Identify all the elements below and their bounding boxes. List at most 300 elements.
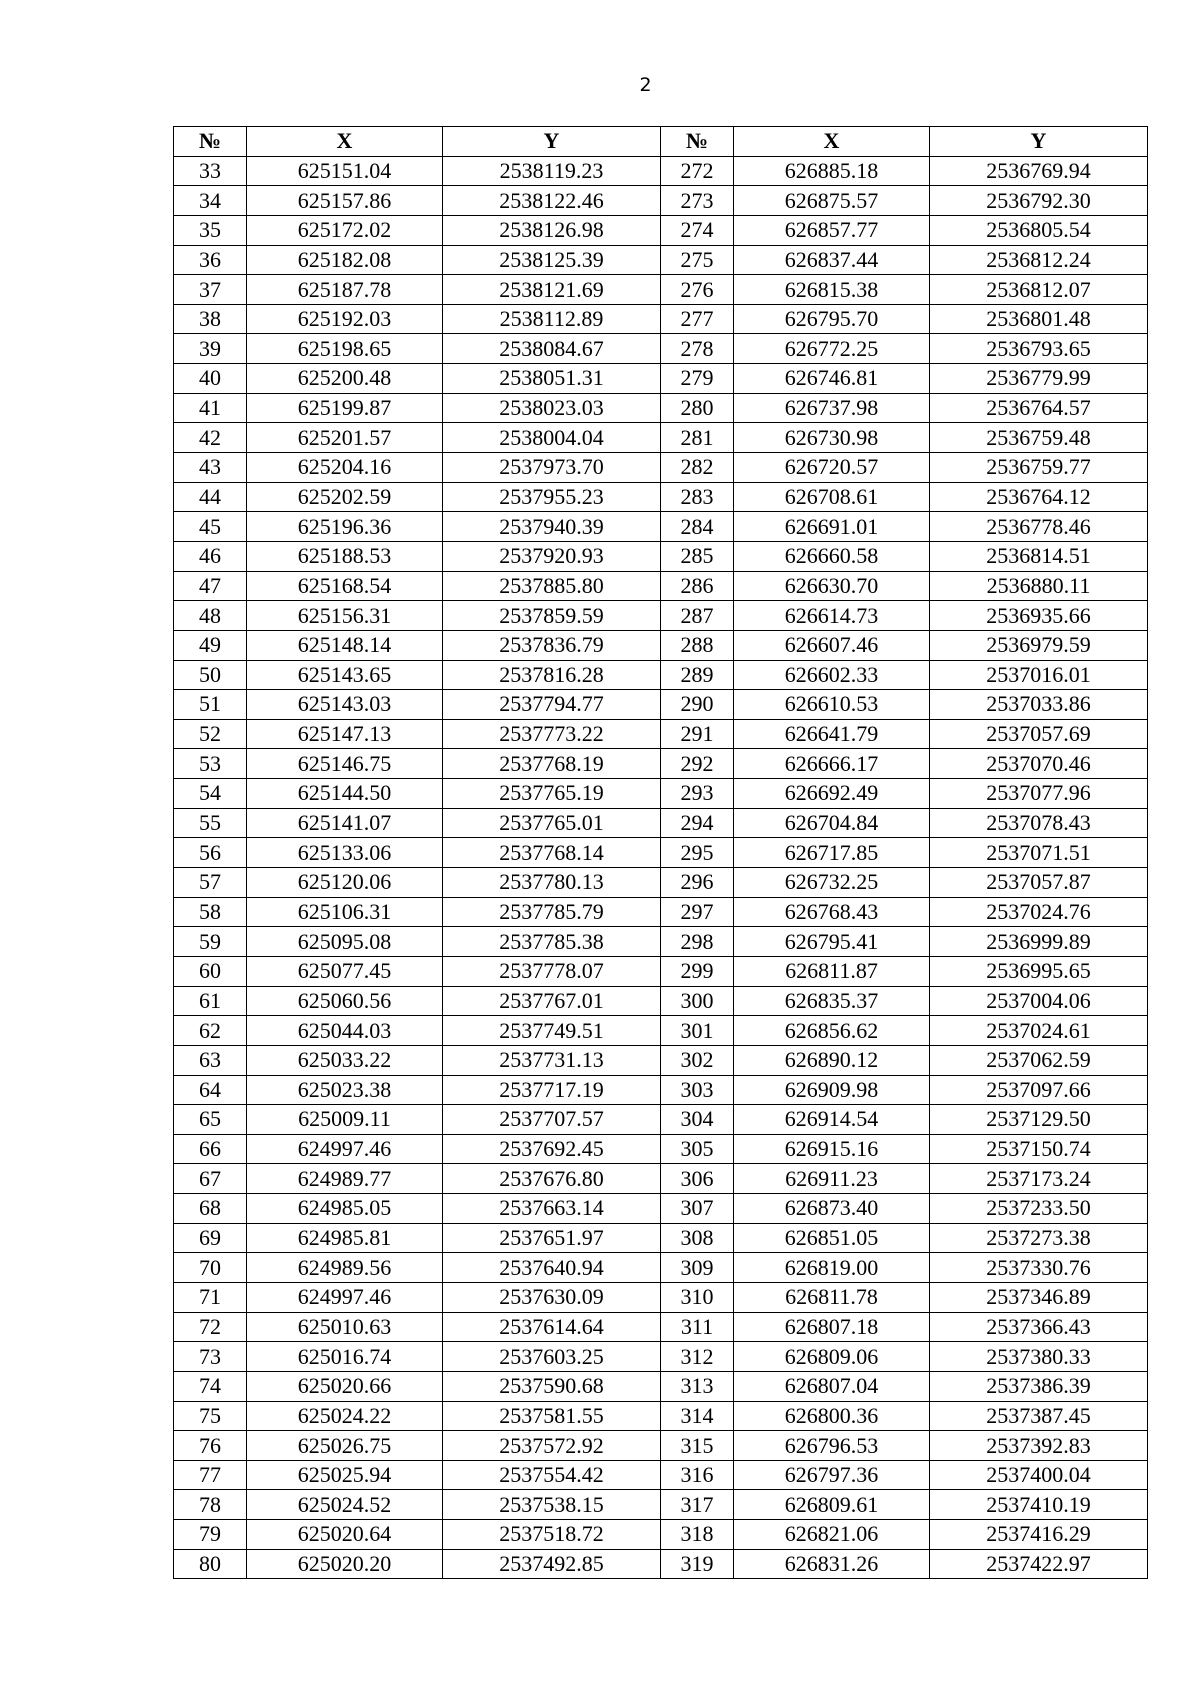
table-row xyxy=(174,808,1148,838)
y-left-cell: 2537554.42 xyxy=(443,1460,661,1490)
y-left-cell: 2538125.39 xyxy=(443,245,661,275)
y-left-cell: 2537785.38 xyxy=(443,927,661,957)
point-number-right-cell: 293 xyxy=(661,779,734,809)
y-left-cell: 2537707.57 xyxy=(443,1105,661,1135)
point-number-right-cell: 294 xyxy=(661,808,734,838)
table-row xyxy=(174,660,1148,690)
y-left-cell: 2537651.97 xyxy=(443,1223,661,1253)
table-row xyxy=(174,838,1148,868)
x-left-cell: 625143.65 xyxy=(247,660,443,690)
x-left-cell: 625200.48 xyxy=(247,364,443,394)
y-right-cell: 2537400.04 xyxy=(930,1460,1148,1490)
x-left-cell: 625020.20 xyxy=(247,1549,443,1579)
x-left-cell: 625151.04 xyxy=(247,156,443,186)
x-left-cell: 625010.63 xyxy=(247,1312,443,1342)
coordinates-table xyxy=(173,126,1148,1579)
point-number-left-cell: 62 xyxy=(174,1016,247,1046)
table-row xyxy=(174,1253,1148,1283)
point-number-left-cell: 34 xyxy=(174,186,247,216)
x-right-cell: 626857.77 xyxy=(734,215,930,245)
point-number-right-cell: 311 xyxy=(661,1312,734,1342)
y-left-cell: 2537794.77 xyxy=(443,690,661,720)
point-number-left-cell: 56 xyxy=(174,838,247,868)
table-row xyxy=(174,897,1148,927)
table-row xyxy=(174,275,1148,305)
point-number-left-cell: 39 xyxy=(174,334,247,364)
x-left-cell: 625182.08 xyxy=(247,245,443,275)
x-left-cell: 625192.03 xyxy=(247,304,443,334)
x-left-cell: 625196.36 xyxy=(247,512,443,542)
point-number-right-cell: 307 xyxy=(661,1194,734,1224)
point-number-right-cell: 292 xyxy=(661,749,734,779)
x-right-cell: 626851.05 xyxy=(734,1223,930,1253)
x-left-cell: 625024.52 xyxy=(247,1490,443,1520)
x-right-cell: 626809.61 xyxy=(734,1490,930,1520)
x-left-cell: 625187.78 xyxy=(247,275,443,305)
point-number-right-cell: 308 xyxy=(661,1223,734,1253)
table-row xyxy=(174,956,1148,986)
point-number-left-cell: 69 xyxy=(174,1223,247,1253)
point-number-right-cell: 309 xyxy=(661,1253,734,1283)
x-right-cell: 626641.79 xyxy=(734,719,930,749)
point-number-left-cell: 72 xyxy=(174,1312,247,1342)
x-left-cell: 625077.45 xyxy=(247,956,443,986)
point-number-left-cell: 33 xyxy=(174,156,247,186)
point-number-right-cell: 313 xyxy=(661,1371,734,1401)
table-row xyxy=(174,1520,1148,1550)
point-number-left-cell: 55 xyxy=(174,808,247,838)
y-right-cell: 2537150.74 xyxy=(930,1134,1148,1164)
point-number-left-cell: 40 xyxy=(174,364,247,394)
x-right-cell: 626772.25 xyxy=(734,334,930,364)
x-right-cell: 626704.84 xyxy=(734,808,930,838)
x-right-cell: 626708.61 xyxy=(734,482,930,512)
point-number-left-cell: 37 xyxy=(174,275,247,305)
point-number-left-cell: 41 xyxy=(174,393,247,423)
y-right-cell: 2537416.29 xyxy=(930,1520,1148,1550)
x-left-cell: 624985.05 xyxy=(247,1194,443,1224)
x-right-cell: 626819.00 xyxy=(734,1253,930,1283)
x-left-cell: 625024.22 xyxy=(247,1401,443,1431)
y-right-cell: 2536814.51 xyxy=(930,541,1148,571)
x-left-cell: 625202.59 xyxy=(247,482,443,512)
table-row xyxy=(174,423,1148,453)
point-number-right-cell: 301 xyxy=(661,1016,734,1046)
point-number-left-cell: 65 xyxy=(174,1105,247,1135)
x-right-cell: 626885.18 xyxy=(734,156,930,186)
x-left-cell: 625204.16 xyxy=(247,453,443,483)
column-header-x-right: X xyxy=(734,127,930,157)
point-number-right-cell: 302 xyxy=(661,1045,734,1075)
y-left-cell: 2537816.28 xyxy=(443,660,661,690)
y-left-cell: 2537859.59 xyxy=(443,601,661,631)
point-number-right-cell: 310 xyxy=(661,1282,734,1312)
table-row xyxy=(174,245,1148,275)
point-number-right-cell: 291 xyxy=(661,719,734,749)
x-right-cell: 626831.26 xyxy=(734,1549,930,1579)
y-left-cell: 2538126.98 xyxy=(443,215,661,245)
y-right-cell: 2537346.89 xyxy=(930,1282,1148,1312)
y-left-cell: 2537603.25 xyxy=(443,1342,661,1372)
y-left-cell: 2537572.92 xyxy=(443,1431,661,1461)
table-row xyxy=(174,1312,1148,1342)
x-right-cell: 626800.36 xyxy=(734,1401,930,1431)
x-left-cell: 625016.74 xyxy=(247,1342,443,1372)
point-number-right-cell: 276 xyxy=(661,275,734,305)
y-left-cell: 2537920.93 xyxy=(443,541,661,571)
x-right-cell: 626811.87 xyxy=(734,956,930,986)
x-right-cell: 626914.54 xyxy=(734,1105,930,1135)
point-number-left-cell: 59 xyxy=(174,927,247,957)
point-number-right-cell: 283 xyxy=(661,482,734,512)
point-number-left-cell: 43 xyxy=(174,453,247,483)
point-number-right-cell: 315 xyxy=(661,1431,734,1461)
point-number-left-cell: 51 xyxy=(174,690,247,720)
y-right-cell: 2537077.96 xyxy=(930,779,1148,809)
point-number-right-cell: 273 xyxy=(661,186,734,216)
point-number-left-cell: 52 xyxy=(174,719,247,749)
y-left-cell: 2537731.13 xyxy=(443,1045,661,1075)
point-number-right-cell: 303 xyxy=(661,1075,734,1105)
table-row xyxy=(174,1194,1148,1224)
point-number-right-cell: 317 xyxy=(661,1490,734,1520)
table-row xyxy=(174,868,1148,898)
table-header-row xyxy=(174,127,1148,157)
table-row xyxy=(174,1016,1148,1046)
point-number-left-cell: 70 xyxy=(174,1253,247,1283)
point-number-left-cell: 49 xyxy=(174,630,247,660)
x-left-cell: 625026.75 xyxy=(247,1431,443,1461)
table-row xyxy=(174,571,1148,601)
y-right-cell: 2536801.48 xyxy=(930,304,1148,334)
x-right-cell: 626797.36 xyxy=(734,1460,930,1490)
x-left-cell: 625095.08 xyxy=(247,927,443,957)
x-left-cell: 625044.03 xyxy=(247,1016,443,1046)
table-row xyxy=(174,334,1148,364)
y-right-cell: 2536764.12 xyxy=(930,482,1148,512)
point-number-left-cell: 71 xyxy=(174,1282,247,1312)
point-number-right-cell: 289 xyxy=(661,660,734,690)
y-right-cell: 2537057.87 xyxy=(930,868,1148,898)
table-row xyxy=(174,927,1148,957)
point-number-right-cell: 275 xyxy=(661,245,734,275)
point-number-left-cell: 66 xyxy=(174,1134,247,1164)
x-right-cell: 626909.98 xyxy=(734,1075,930,1105)
x-left-cell: 625148.14 xyxy=(247,630,443,660)
y-right-cell: 2537071.51 xyxy=(930,838,1148,868)
x-right-cell: 626768.43 xyxy=(734,897,930,927)
y-left-cell: 2537676.80 xyxy=(443,1164,661,1194)
point-number-right-cell: 277 xyxy=(661,304,734,334)
table-row xyxy=(174,453,1148,483)
y-right-cell: 2537129.50 xyxy=(930,1105,1148,1135)
y-left-cell: 2537955.23 xyxy=(443,482,661,512)
x-left-cell: 625106.31 xyxy=(247,897,443,927)
x-right-cell: 626737.98 xyxy=(734,393,930,423)
point-number-left-cell: 77 xyxy=(174,1460,247,1490)
x-left-cell: 625133.06 xyxy=(247,838,443,868)
y-left-cell: 2537773.22 xyxy=(443,719,661,749)
y-right-cell: 2537386.39 xyxy=(930,1371,1148,1401)
column-header-y-right: Y xyxy=(930,127,1148,157)
point-number-right-cell: 286 xyxy=(661,571,734,601)
y-left-cell: 2537768.19 xyxy=(443,749,661,779)
point-number-right-cell: 290 xyxy=(661,690,734,720)
table-row xyxy=(174,156,1148,186)
y-right-cell: 2537366.43 xyxy=(930,1312,1148,1342)
y-left-cell: 2538122.46 xyxy=(443,186,661,216)
x-right-cell: 626795.70 xyxy=(734,304,930,334)
point-number-right-cell: 295 xyxy=(661,838,734,868)
y-right-cell: 2537062.59 xyxy=(930,1045,1148,1075)
y-right-cell: 2536805.54 xyxy=(930,215,1148,245)
x-left-cell: 624997.46 xyxy=(247,1282,443,1312)
table-row xyxy=(174,1105,1148,1135)
x-right-cell: 626610.53 xyxy=(734,690,930,720)
x-left-cell: 625199.87 xyxy=(247,393,443,423)
y-left-cell: 2537663.14 xyxy=(443,1194,661,1224)
point-number-right-cell: 306 xyxy=(661,1164,734,1194)
x-right-cell: 626691.01 xyxy=(734,512,930,542)
y-left-cell: 2537518.72 xyxy=(443,1520,661,1550)
y-left-cell: 2537717.19 xyxy=(443,1075,661,1105)
y-left-cell: 2537973.70 xyxy=(443,453,661,483)
point-number-left-cell: 42 xyxy=(174,423,247,453)
table-row xyxy=(174,364,1148,394)
y-left-cell: 2537940.39 xyxy=(443,512,661,542)
y-left-cell: 2537785.79 xyxy=(443,897,661,927)
point-number-right-cell: 287 xyxy=(661,601,734,631)
x-left-cell: 625141.07 xyxy=(247,808,443,838)
table-row xyxy=(174,749,1148,779)
x-left-cell: 624989.77 xyxy=(247,1164,443,1194)
x-left-cell: 625143.03 xyxy=(247,690,443,720)
point-number-left-cell: 44 xyxy=(174,482,247,512)
y-right-cell: 2537033.86 xyxy=(930,690,1148,720)
x-right-cell: 626835.37 xyxy=(734,986,930,1016)
y-left-cell: 2537692.45 xyxy=(443,1134,661,1164)
y-right-cell: 2536759.48 xyxy=(930,423,1148,453)
x-right-cell: 626607.46 xyxy=(734,630,930,660)
x-right-cell: 626660.58 xyxy=(734,541,930,571)
table-row xyxy=(174,1134,1148,1164)
table-body xyxy=(174,156,1148,1579)
y-right-cell: 2536759.77 xyxy=(930,453,1148,483)
point-number-right-cell: 279 xyxy=(661,364,734,394)
y-right-cell: 2537233.50 xyxy=(930,1194,1148,1224)
point-number-right-cell: 274 xyxy=(661,215,734,245)
table-row xyxy=(174,779,1148,809)
x-right-cell: 626807.04 xyxy=(734,1371,930,1401)
y-right-cell: 2537392.83 xyxy=(930,1431,1148,1461)
table-row xyxy=(174,719,1148,749)
y-right-cell: 2536792.30 xyxy=(930,186,1148,216)
y-left-cell: 2537767.01 xyxy=(443,986,661,1016)
point-number-left-cell: 46 xyxy=(174,541,247,571)
table-row xyxy=(174,304,1148,334)
point-number-left-cell: 64 xyxy=(174,1075,247,1105)
point-number-left-cell: 61 xyxy=(174,986,247,1016)
table-row xyxy=(174,1431,1148,1461)
point-number-left-cell: 80 xyxy=(174,1549,247,1579)
x-left-cell: 625023.38 xyxy=(247,1075,443,1105)
point-number-right-cell: 296 xyxy=(661,868,734,898)
y-left-cell: 2537749.51 xyxy=(443,1016,661,1046)
x-left-cell: 625168.54 xyxy=(247,571,443,601)
x-right-cell: 626837.44 xyxy=(734,245,930,275)
y-left-cell: 2537778.07 xyxy=(443,956,661,986)
y-right-cell: 2536779.99 xyxy=(930,364,1148,394)
y-right-cell: 2536812.07 xyxy=(930,275,1148,305)
y-right-cell: 2536935.66 xyxy=(930,601,1148,631)
y-right-cell: 2536764.57 xyxy=(930,393,1148,423)
y-left-cell: 2538084.67 xyxy=(443,334,661,364)
column-header-number-right: № xyxy=(661,127,734,157)
y-right-cell: 2536793.65 xyxy=(930,334,1148,364)
point-number-right-cell: 300 xyxy=(661,986,734,1016)
x-right-cell: 626796.53 xyxy=(734,1431,930,1461)
y-right-cell: 2537380.33 xyxy=(930,1342,1148,1372)
y-left-cell: 2537630.09 xyxy=(443,1282,661,1312)
table-row xyxy=(174,1342,1148,1372)
y-left-cell: 2537768.14 xyxy=(443,838,661,868)
point-number-right-cell: 312 xyxy=(661,1342,734,1372)
y-left-cell: 2537581.55 xyxy=(443,1401,661,1431)
x-right-cell: 626807.18 xyxy=(734,1312,930,1342)
y-left-cell: 2537590.68 xyxy=(443,1371,661,1401)
x-right-cell: 626730.98 xyxy=(734,423,930,453)
point-number-right-cell: 299 xyxy=(661,956,734,986)
y-left-cell: 2537836.79 xyxy=(443,630,661,660)
y-left-cell: 2537492.85 xyxy=(443,1549,661,1579)
page-number: 2 xyxy=(639,74,652,96)
table-row xyxy=(174,512,1148,542)
x-right-cell: 626856.62 xyxy=(734,1016,930,1046)
point-number-left-cell: 68 xyxy=(174,1194,247,1224)
x-right-cell: 626915.16 xyxy=(734,1134,930,1164)
point-number-left-cell: 78 xyxy=(174,1490,247,1520)
point-number-right-cell: 297 xyxy=(661,897,734,927)
x-right-cell: 626811.78 xyxy=(734,1282,930,1312)
x-right-cell: 626666.17 xyxy=(734,749,930,779)
table-row xyxy=(174,1490,1148,1520)
y-right-cell: 2537173.24 xyxy=(930,1164,1148,1194)
y-left-cell: 2538121.69 xyxy=(443,275,661,305)
x-right-cell: 626815.38 xyxy=(734,275,930,305)
y-right-cell: 2536979.59 xyxy=(930,630,1148,660)
x-left-cell: 625060.56 xyxy=(247,986,443,1016)
x-right-cell: 626732.25 xyxy=(734,868,930,898)
point-number-right-cell: 316 xyxy=(661,1460,734,1490)
point-number-left-cell: 58 xyxy=(174,897,247,927)
point-number-left-cell: 35 xyxy=(174,215,247,245)
x-left-cell: 625157.86 xyxy=(247,186,443,216)
y-right-cell: 2537024.61 xyxy=(930,1016,1148,1046)
x-left-cell: 625020.66 xyxy=(247,1371,443,1401)
x-left-cell: 625009.11 xyxy=(247,1105,443,1135)
x-right-cell: 626809.06 xyxy=(734,1342,930,1372)
y-right-cell: 2537387.45 xyxy=(930,1401,1148,1431)
y-right-cell: 2536778.46 xyxy=(930,512,1148,542)
table-row xyxy=(174,541,1148,571)
x-right-cell: 626720.57 xyxy=(734,453,930,483)
point-number-left-cell: 48 xyxy=(174,601,247,631)
point-number-right-cell: 284 xyxy=(661,512,734,542)
x-right-cell: 626746.81 xyxy=(734,364,930,394)
point-number-right-cell: 281 xyxy=(661,423,734,453)
x-left-cell: 625020.64 xyxy=(247,1520,443,1550)
point-number-right-cell: 298 xyxy=(661,927,734,957)
y-right-cell: 2537070.46 xyxy=(930,749,1148,779)
x-right-cell: 626614.73 xyxy=(734,601,930,631)
point-number-left-cell: 67 xyxy=(174,1164,247,1194)
x-left-cell: 625201.57 xyxy=(247,423,443,453)
y-left-cell: 2538112.89 xyxy=(443,304,661,334)
table-row xyxy=(174,1223,1148,1253)
point-number-right-cell: 318 xyxy=(661,1520,734,1550)
y-right-cell: 2537422.97 xyxy=(930,1549,1148,1579)
table-row xyxy=(174,1075,1148,1105)
table-row xyxy=(174,601,1148,631)
point-number-left-cell: 76 xyxy=(174,1431,247,1461)
column-header-x-left: X xyxy=(247,127,443,157)
table-row xyxy=(174,1401,1148,1431)
x-right-cell: 626911.23 xyxy=(734,1164,930,1194)
table-row xyxy=(174,1164,1148,1194)
x-right-cell: 626873.40 xyxy=(734,1194,930,1224)
table-row xyxy=(174,186,1148,216)
column-header-number-left: № xyxy=(174,127,247,157)
point-number-left-cell: 57 xyxy=(174,868,247,898)
point-number-left-cell: 54 xyxy=(174,779,247,809)
y-right-cell: 2536999.89 xyxy=(930,927,1148,957)
table-row xyxy=(174,690,1148,720)
x-left-cell: 625172.02 xyxy=(247,215,443,245)
point-number-left-cell: 63 xyxy=(174,1045,247,1075)
point-number-right-cell: 288 xyxy=(661,630,734,660)
y-left-cell: 2537640.94 xyxy=(443,1253,661,1283)
x-right-cell: 626795.41 xyxy=(734,927,930,957)
point-number-left-cell: 36 xyxy=(174,245,247,275)
y-right-cell: 2536812.24 xyxy=(930,245,1148,275)
y-left-cell: 2537538.15 xyxy=(443,1490,661,1520)
y-right-cell: 2537004.06 xyxy=(930,986,1148,1016)
point-number-right-cell: 304 xyxy=(661,1105,734,1135)
point-number-right-cell: 319 xyxy=(661,1549,734,1579)
point-number-left-cell: 74 xyxy=(174,1371,247,1401)
point-number-left-cell: 45 xyxy=(174,512,247,542)
table-row xyxy=(174,215,1148,245)
y-left-cell: 2537885.80 xyxy=(443,571,661,601)
y-left-cell: 2537614.64 xyxy=(443,1312,661,1342)
table-row xyxy=(174,986,1148,1016)
y-right-cell: 2536880.11 xyxy=(930,571,1148,601)
y-right-cell: 2537410.19 xyxy=(930,1490,1148,1520)
y-right-cell: 2537024.76 xyxy=(930,897,1148,927)
y-right-cell: 2537016.01 xyxy=(930,660,1148,690)
table-row xyxy=(174,482,1148,512)
table-row xyxy=(174,1045,1148,1075)
point-number-left-cell: 79 xyxy=(174,1520,247,1550)
point-number-left-cell: 47 xyxy=(174,571,247,601)
x-left-cell: 625146.75 xyxy=(247,749,443,779)
y-right-cell: 2537057.69 xyxy=(930,719,1148,749)
point-number-right-cell: 314 xyxy=(661,1401,734,1431)
x-left-cell: 625033.22 xyxy=(247,1045,443,1075)
table-row xyxy=(174,393,1148,423)
y-left-cell: 2537765.01 xyxy=(443,808,661,838)
point-number-left-cell: 53 xyxy=(174,749,247,779)
